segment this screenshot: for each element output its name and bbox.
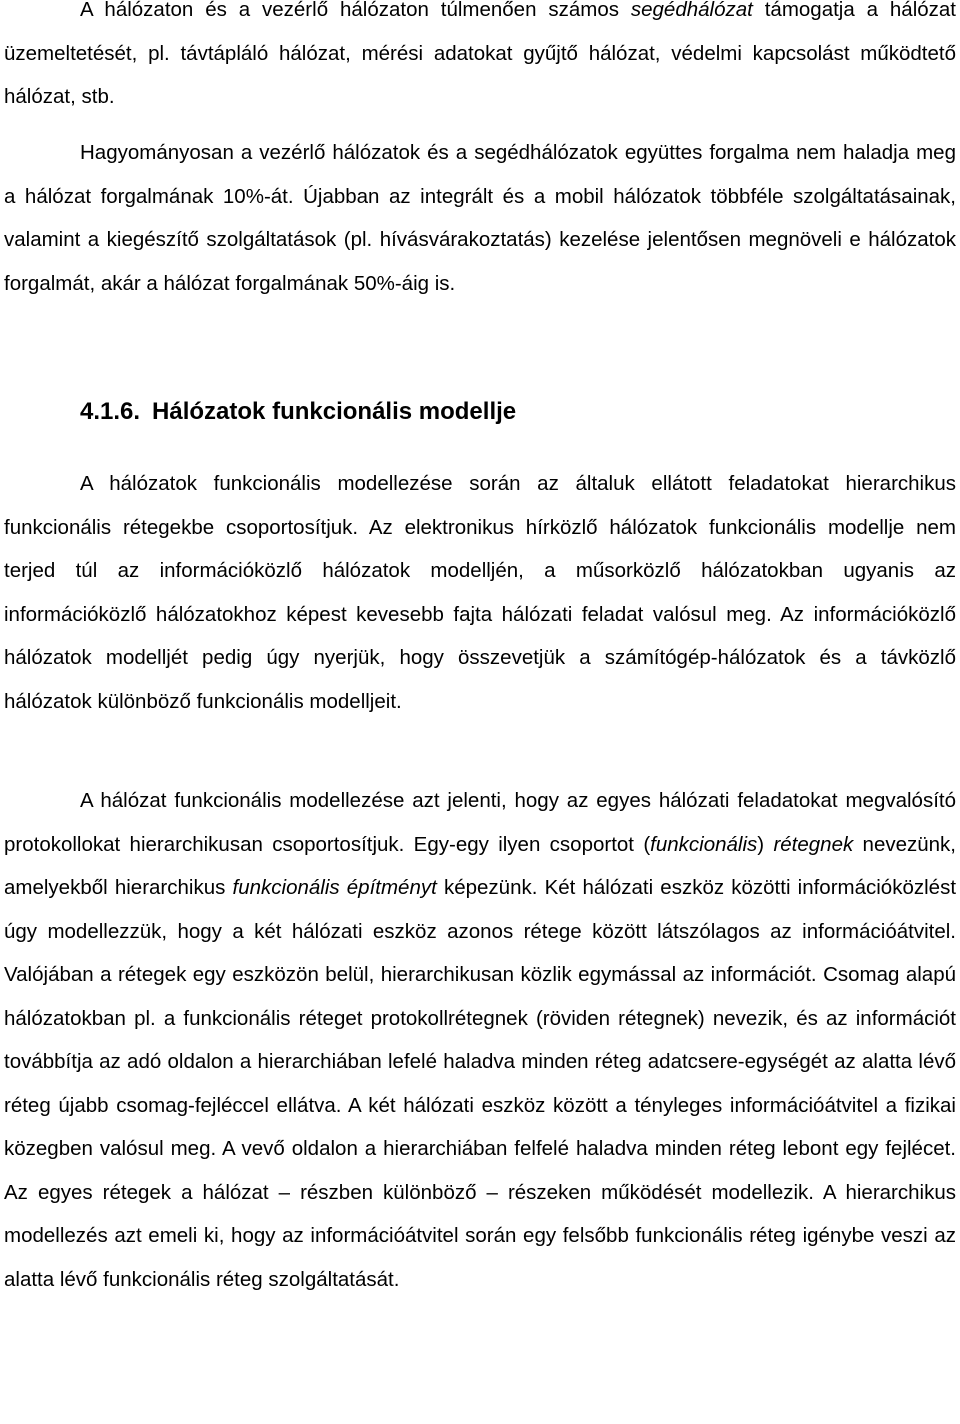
italic-term: funkcionális építményt: [232, 876, 437, 899]
paragraph-segedhalozat: [4, 0, 956, 119]
text-segment: A hálózatok funkcionális modellezése során az általuk ellátott feladatokat hierarchikus funkcionális rétegekbe csoportosítjuk. Az elektronikus hírközlő hálózatok funkcionális modellje nem terjed túl az információközlő hálózatok modelljén, a műsorközlő hálózatokban ugyanis az információközlő hálózatokhoz képest kevesebb fajta hálózati feladat valósul meg. Az információközlő hálózatok modelljét pedig úgy nyerjük, hogy összevetjük a számítógép-hálózatok és a távközlő hálózatok különböző funkcionális modelljeit.: [4, 472, 956, 713]
paragraph-funkcionalis-modellezes: [4, 462, 956, 723]
text-segment: nevezünk, amelyekből hierarchikus: [4, 832, 956, 899]
text-segment: A hálózaton és a vezérlő hálózaton túlmenően számos: [80, 0, 631, 21]
italic-term: funkcionális: [650, 832, 758, 856]
paragraph-retegek: [4, 779, 956, 1301]
section-title: Hálózatok funkcionális modellje: [152, 398, 517, 425]
text-segment: ): [757, 832, 774, 856]
text-segment: támogatja a hálózat üzemeltetését, pl. távtápláló hálózat, mérési adatokat gyűjtő hálózat, védelmi kapcsolást működtető hálózat, stb.: [4, 0, 957, 108]
italic-term: segédhálózat: [630, 0, 753, 21]
text-segment: képezünk. Két hálózati eszköz közötti információközlést úgy modellezzük, hogy a két hálózati eszköz azonos rétege között látszólagos az információátvitel. Valójában a rétegek egy eszközön belül, hierarchikusan közlik egymással az információt. Csomag alapú hálózatokban pl. a funkcionális réteget protokollrétegnek (röviden rétegnek) nevezik, és az információt továbbítja az adó oldalon a hierarchiában lefelé haladva minden réteg adatcsere-egységét az alatta lévő réteg újabb csomag-fejléccel ellátva. A két hálózati eszköz között a tényleges információátvitel a fizikai közegben valósul meg. A vevő oldalon a hierarchiában felfelé haladva minden réteg lebont egy fejlécet. Az egyes rétegek a hálózat – részben különböző – részeken működését modellezik. A hierarchikus modellezés azt emeli ki, hogy az információátvitel során egy felsőbb funkcionális réteg igénybe veszi az alatta lévő funkcionális réteg szolgáltatását.: [4, 876, 957, 1291]
text-segment: A hálózat funkcionális modellezése azt jelenti, hogy az egyes hálózati feladatokat megvalósító protokollokat hierarchikusan csoportosítjuk. Egy-egy ilyen csoportot (: [4, 789, 956, 856]
section-heading: [80, 392, 516, 432]
section-number: 4.1.6.: [80, 398, 141, 425]
text-segment: Hagyományosan a vezérlő hálózatok és a segédhálózatok együttes forgalma nem haladja meg a hálózat forgalmának 10%-át. Újabban az integrált és a mobil hálózatok többféle szolgáltatásainak, valamint a kiegészítő szolgáltatások (pl. hívásvárakoztatás) kezelése jelentősen megnöveli e hálózatok forgalmát, akár a hálózat forgalmának 50%-áig is.: [4, 141, 956, 295]
paragraph-forgalom: [4, 131, 956, 305]
italic-term: rétegnek: [773, 832, 854, 856]
